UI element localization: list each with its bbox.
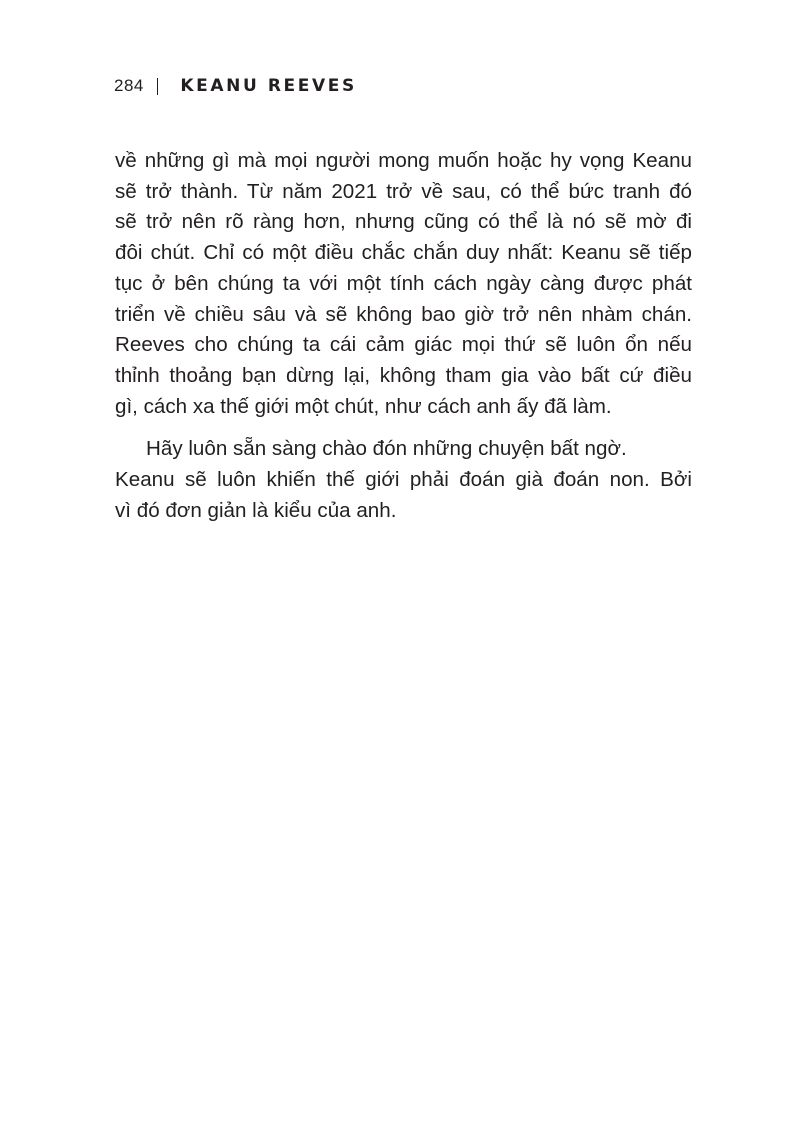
paragraph-gap: [115, 422, 692, 434]
text-line: về những gì mà mọi người mong muốn hoặc hy vọng Keanu: [115, 149, 692, 172]
book-title: KEANU REEVES: [180, 76, 357, 96]
header-divider: [157, 78, 159, 95]
text-line: sẽ trở nên rõ ràng hơn, nhưng cũng có thể là nó sẽ mờ đi: [115, 210, 692, 234]
page-number: 284: [114, 76, 144, 95]
text-line: đôi chút. Chỉ có một điều chắc chắn duy nhất: Keanu sẽ tiếp: [115, 241, 692, 265]
text-line: Hãy luôn sẵn sàng chào đón những chuyện bất ngờ.: [146, 437, 627, 461]
running-header: [114, 72, 357, 100]
paragraph-1: [115, 146, 692, 422]
text-line: thỉnh thoảng bạn dừng lại, không tham gia vào bất cứ điều: [115, 363, 692, 387]
text-line: sẽ trở thành. Từ năm 2021 trở về sau, có thể bức tranh đó: [115, 179, 692, 203]
text-line: vì đó đơn giản là kiểu của anh.: [115, 498, 397, 522]
text-line: Keanu sẽ luôn khiến thế giới phải đoán già đoán non. Bởi: [115, 468, 692, 492]
body-text: [115, 146, 692, 526]
text-line: gì, cách xa thế giới một chút, như cách anh ấy đã làm.: [115, 394, 612, 418]
text-line: Reeves cho chúng ta cái cảm giác mọi thứ sẽ luôn ổn nếu: [115, 333, 692, 357]
text-line: tục ở bên chúng ta với một tính cách ngày càng được phát: [115, 271, 692, 295]
text-line: triển về chiều sâu và sẽ không bao giờ trở nên nhàm chán.: [115, 302, 692, 326]
paragraph-2: [115, 434, 692, 526]
